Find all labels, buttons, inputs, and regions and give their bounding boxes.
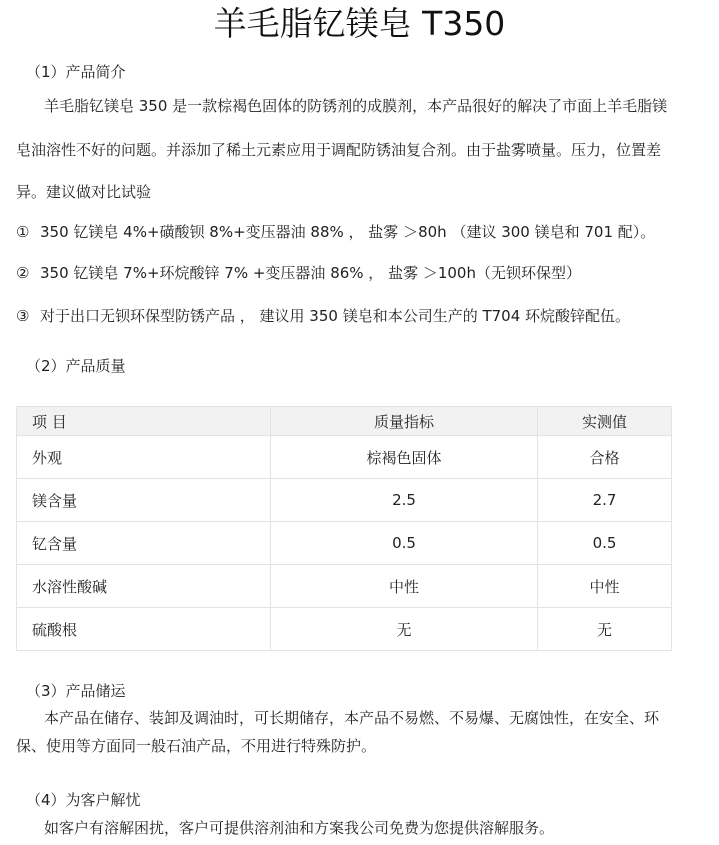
- service-paragraph-line: 如客户有溶解困扰，客户可提供溶剂油和方案我公司免费为您提供溶解服务。: [44, 819, 555, 837]
- cell-item: 水溶性酸碱: [17, 565, 271, 608]
- item-number: ③: [16, 307, 30, 325]
- section-heading-storage: （3）产品储运: [26, 682, 126, 700]
- cell-actual: 合格: [538, 436, 672, 479]
- cell-spec: 0.5: [271, 522, 538, 565]
- section-heading-intro: （1）产品简介: [26, 63, 126, 81]
- item-text: 350 钇镁皂 7%+环烷酸锌 7% +变压器油 86% ， 盐雾 ＞100h（无钡环保型）: [40, 264, 581, 282]
- cell-item: 硫酸根: [17, 608, 271, 651]
- page-title: 羊毛脂钇镁皂 T350: [213, 4, 506, 43]
- item-number: ①: [16, 223, 30, 241]
- quality-table: [16, 406, 672, 651]
- formula-item: [16, 263, 581, 283]
- column-header-spec: 质量指标: [271, 407, 538, 436]
- cell-spec: 无: [271, 608, 538, 651]
- cell-item: 外观: [17, 436, 271, 479]
- cell-actual: 中性: [538, 565, 672, 608]
- formula-item: [16, 222, 655, 242]
- storage-paragraph-line: 保、使用等方面同一般石油产品，不用进行特殊防护。: [16, 737, 377, 755]
- table-row: [17, 436, 672, 479]
- cell-item: 钇含量: [17, 522, 271, 565]
- section-heading-quality: （2）产品质量: [26, 357, 126, 375]
- cell-actual: 无: [538, 608, 672, 651]
- section-heading-service: （4）为客户解忧: [26, 791, 141, 809]
- item-text: 对于出口无钡环保型防锈产品 ， 建议用 350 镁皂和本公司生产的 T704 环烷酸锌配伍。: [40, 307, 631, 325]
- item-text: 350 钇镁皂 4%+磺酸钡 8%+变压器油 88% ， 盐雾 ＞80h （建议 300 镁皂和 701 配）。: [40, 223, 656, 241]
- cell-spec: 中性: [271, 565, 538, 608]
- table-header-row: [17, 407, 672, 436]
- table-row: [17, 479, 672, 522]
- intro-paragraph-line: 异。建议做对比试验: [16, 183, 152, 201]
- column-header-item: 项 目: [17, 407, 271, 436]
- item-number: ②: [16, 264, 30, 282]
- cell-spec: 2.5: [271, 479, 538, 522]
- intro-paragraph-line: 羊毛脂钇镁皂 350 是一款棕褐色固体的防锈剂的成膜剂，本产品很好的解决了市面上羊毛脂镁: [44, 97, 668, 115]
- column-header-actual: 实测值: [538, 407, 672, 436]
- table-row: [17, 608, 672, 651]
- formula-item: [16, 306, 630, 326]
- intro-paragraph-line: 皂油溶性不好的问题。并添加了稀土元素应用于调配防锈油复合剂。由于盐雾喷量。压力，位置差: [16, 141, 662, 159]
- storage-paragraph-line: 本产品在储存、装卸及调油时，可长期储存，本产品不易燃、不易爆、无腐蚀性，在安全、环: [44, 709, 660, 727]
- cell-actual: 2.7: [538, 479, 672, 522]
- table-row: [17, 522, 672, 565]
- cell-actual: 0.5: [538, 522, 672, 565]
- table-row: [17, 565, 672, 608]
- cell-item: 镁含量: [17, 479, 271, 522]
- cell-spec: 棕褐色固体: [271, 436, 538, 479]
